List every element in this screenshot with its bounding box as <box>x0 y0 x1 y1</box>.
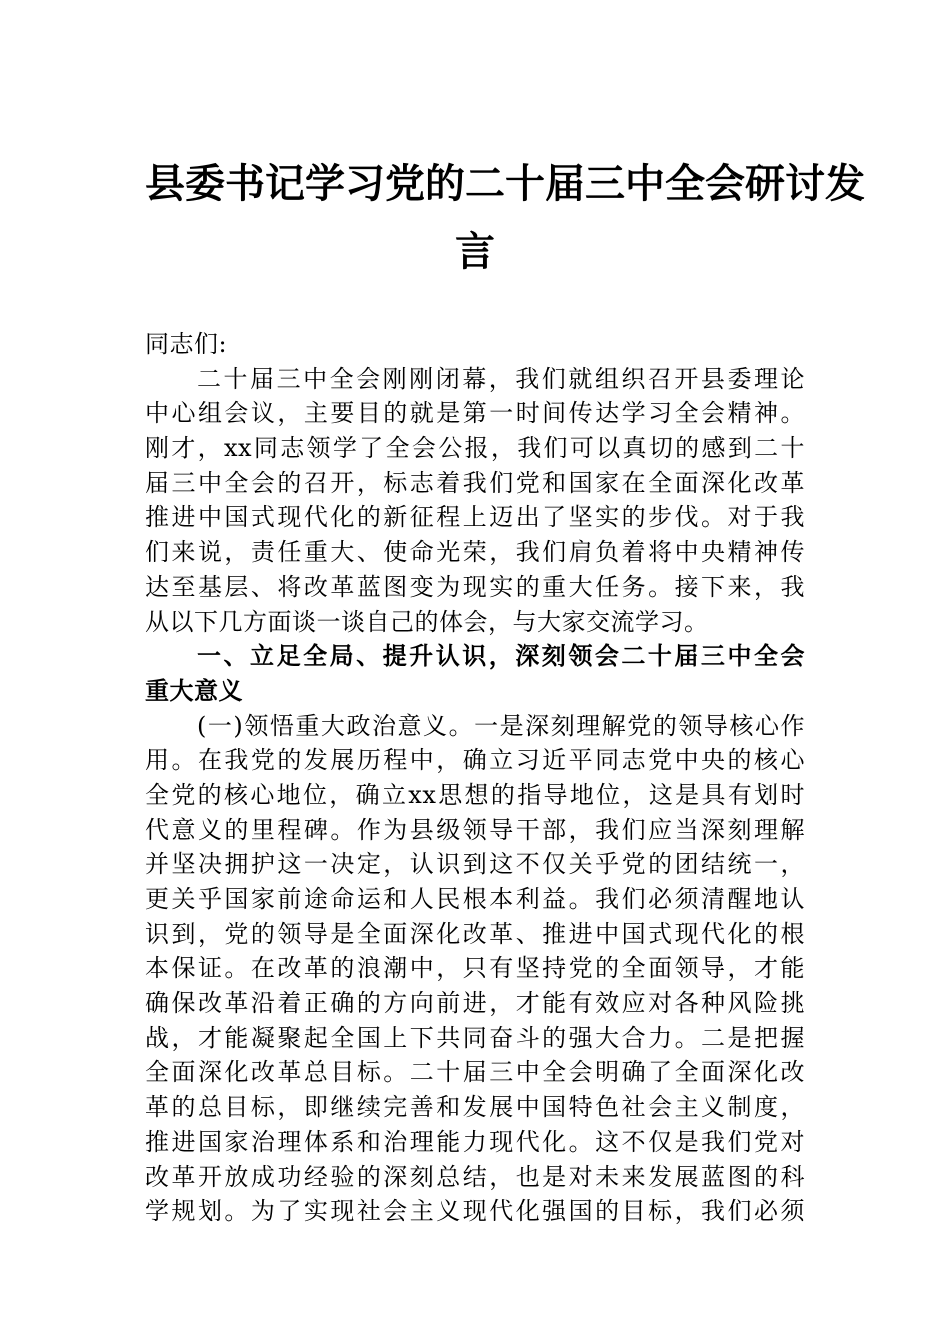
body-line: 并坚决拥护这一决定，认识到这不仅关乎党的团结统一， <box>145 850 805 879</box>
body-line: 确保改革沿着正确的方向前进，才能有效应对各种风险挑 <box>145 989 805 1018</box>
document-title-line-2: 言 <box>455 228 495 275</box>
body-line: 们来说，责任重大、使命光荣，我们肩负着将中央精神传 <box>145 538 805 567</box>
body-line: 用。在我党的发展历程中，确立习近平同志党中央的核心 <box>145 746 805 775</box>
body-line: 改革开放成功经验的深刻总结，也是对未来发展蓝图的科 <box>145 1162 805 1191</box>
body-line: 更关乎国家前途命运和人民根本利益。我们必须清醒地认 <box>145 885 805 913</box>
document-title-line-1: 县委书记学习党的二十届三中全会研讨发 <box>145 160 865 207</box>
body-line: 届三中全会的召开，标志着我们党和国家在全面深化改革 <box>145 468 805 497</box>
body-line: 从以下几方面谈一谈自己的体会，与大家交流学习。 <box>145 607 709 636</box>
body-line: (一)领悟重大政治意义。一是深刻理解党的领导核心作 <box>197 711 805 740</box>
body-line: 推进中国式现代化的新征程上迈出了坚实的步伐。对于我 <box>145 503 805 532</box>
body-line: 中心组会议，主要目的就是第一时间传达学习全会精神。 <box>145 399 805 428</box>
body-line: 全党的核心地位，确立xx思想的指导地位，这是具有划时 <box>145 780 805 809</box>
body-line: 刚才，xx同志领学了全会公报，我们可以真切的感到二十 <box>145 434 805 463</box>
body-line: 达至基层、将改革蓝图变为现实的重大任务。接下来，我 <box>145 572 805 601</box>
body-line: 二十届三中全会刚刚闭幕，我们就组织召开县委理论 <box>197 364 805 393</box>
body-line: 战，才能凝聚起全国上下共同奋斗的强大合力。二是把握 <box>145 1023 805 1052</box>
section-heading: 一、立足全局、提升认识，深刻领会二十届三中全会 <box>197 642 805 671</box>
section-heading-continued: 重大意义 <box>145 676 243 705</box>
document-body <box>145 327 805 1229</box>
salutation: 同志们: <box>145 330 228 358</box>
body-line: 革的总目标，即继续完善和发展中国特色社会主义制度， <box>145 1093 805 1122</box>
body-line: 识到，党的领导是全面深化改革、推进中国式现代化的根 <box>145 919 805 948</box>
body-line: 代意义的里程碑。作为县级领导干部，我们应当深刻理解 <box>145 815 805 844</box>
body-line: 学规划。为了实现社会主义现代化强国的目标，我们必须 <box>145 1197 805 1226</box>
body-line: 全面深化改革总目标。二十届三中全会明确了全面深化改 <box>145 1058 805 1087</box>
body-line: 推进国家治理体系和治理能力现代化。这不仅是我们党对 <box>145 1127 805 1156</box>
body-line: 本保证。在改革的浪潮中，只有坚持党的全面领导，才能 <box>145 954 805 983</box>
